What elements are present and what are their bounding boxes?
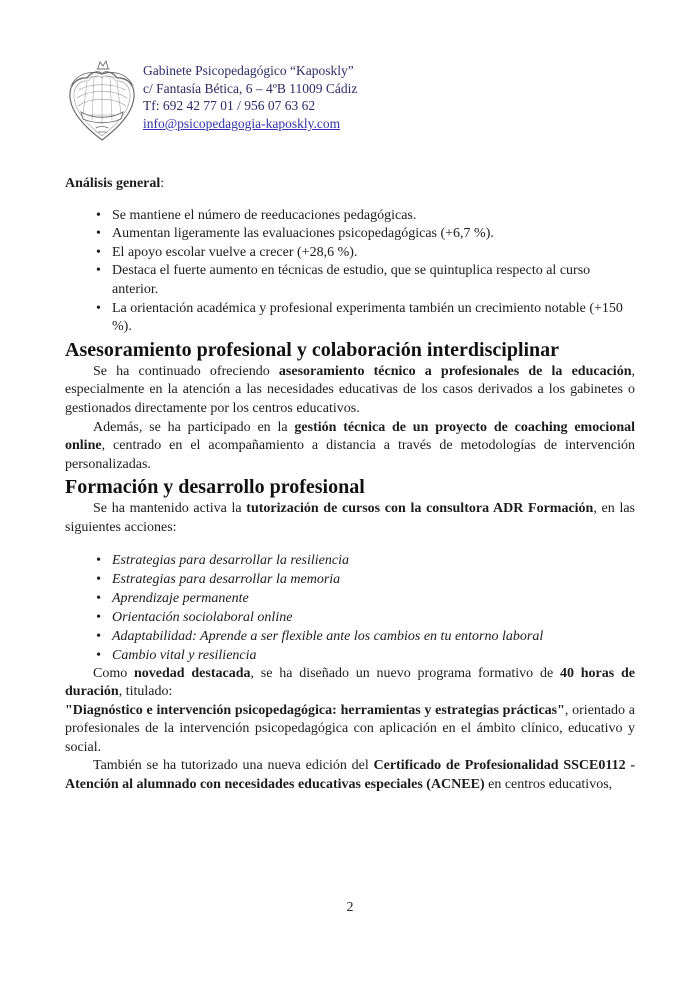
list-item: • Estrategias para desarrollar la resiliencia bbox=[65, 551, 635, 570]
list-item: • La orientación académica y profesional experimenta también un crecimiento notable (+150 %). bbox=[65, 300, 635, 337]
page-number: 2 bbox=[346, 900, 354, 915]
text-run: , especialmente en la atención a las necesidades educativas de los casos derivados a los gabinetes o gestionados directamente por los centros educativos. bbox=[65, 363, 635, 416]
text-run: , centrado en el acompañamiento a distancia a través de metodologías de intervención personalizadas. bbox=[65, 438, 635, 472]
list-item: • Destaca el fuerte aumento en técnicas de estudio, que se quintuplica respecto al curso anterior. bbox=[65, 262, 635, 299]
org-logo bbox=[62, 58, 142, 146]
text-run: , se ha diseñado un nuevo programa formativo de bbox=[250, 665, 560, 681]
paragraph bbox=[65, 419, 635, 475]
text-run: También se ha tutorizado una nueva edición del bbox=[93, 758, 374, 774]
text-run-bold: gestión técnica de un proyecto de coaching emocional online bbox=[65, 419, 636, 454]
document-body bbox=[65, 175, 635, 795]
letterhead bbox=[62, 58, 357, 146]
org-address: c/ Fantasía Bética, 6 – 4ºB 11009 Cádiz bbox=[143, 80, 358, 96]
analisis-title bbox=[65, 175, 635, 194]
paragraph bbox=[65, 702, 635, 758]
text-run: en centros educativos, bbox=[484, 777, 613, 793]
section-heading-formacion: Formación y desarrollo profesional bbox=[65, 476, 365, 499]
paragraph bbox=[65, 665, 635, 702]
letterhead-contact-block bbox=[143, 58, 357, 132]
paragraph bbox=[65, 757, 635, 794]
section-heading-asesoramiento: Asesoramiento profesional y colaboración interdisciplinar bbox=[65, 338, 560, 361]
text-run-bold: "Diagnóstico e intervención psicopedagógica: herramientas y estrategias prácticas" bbox=[65, 702, 565, 718]
text-run: , en las siguientes acciones: bbox=[65, 501, 635, 535]
list-item: • Cambio vital y resiliencia bbox=[65, 646, 635, 665]
org-name: Gabinete Psicopedagógico “Kaposkly” bbox=[143, 63, 354, 78]
text-run-bold: 40 horas de duración bbox=[65, 665, 635, 700]
list-item: • Orientación sociolaboral online bbox=[65, 608, 635, 627]
crest-logo-icon bbox=[62, 58, 142, 146]
text-run: Se ha continuado ofreciendo bbox=[93, 363, 279, 379]
text-run-bold: novedad destacada bbox=[134, 665, 251, 681]
list-item: • Se mantiene el número de reeducaciones pedagógicas. bbox=[65, 207, 635, 226]
analisis-title-colon: : bbox=[160, 176, 165, 191]
paragraph bbox=[65, 500, 635, 537]
text-run: Se ha mantenido activa la bbox=[93, 501, 247, 517]
list-item: • Aumentan ligeramente las evaluaciones psicopedagógicas (+6,7 %). bbox=[65, 225, 635, 244]
list-item: • Aprendizaje permanente bbox=[65, 589, 635, 608]
email-link[interactable]: info@psicopedagogia-kaposkly.com bbox=[143, 115, 341, 131]
analisis-bullet-list bbox=[65, 207, 635, 337]
text-run: Como bbox=[93, 665, 135, 681]
list-item: • El apoyo escolar vuelve a crecer (+28,6 %). bbox=[65, 244, 635, 263]
org-phone: Tf: 692 42 77 01 / 956 07 63 62 bbox=[143, 98, 316, 114]
text-run-bold: Certificado de Profesionalidad SSCE0112 - Atención al alumnado con necesidades educativas especiales (ACNEE) bbox=[65, 758, 635, 793]
list-item: • Estrategias para desarrollar la memoria bbox=[65, 570, 635, 589]
text-run: , orientado a profesionales de la intervención psicopedagógica con aplicación en el ámbito clínico, educativo y social. bbox=[65, 702, 635, 755]
courses-bullet-list bbox=[65, 551, 635, 665]
text-run-bold: tutorización de cursos con la consultora ADR Formación bbox=[246, 501, 594, 517]
text-run-bold: asesoramiento técnico a profesionales de la educación bbox=[278, 363, 632, 379]
list-item: • Adaptabilidad: Aprende a ser flexible ante los cambios en tu entorno laboral bbox=[65, 627, 635, 646]
text-run: Además, se ha participado en la bbox=[93, 419, 295, 435]
analisis-title-text: Análisis general bbox=[65, 176, 161, 191]
paragraph bbox=[65, 363, 635, 419]
text-run: , titulado: bbox=[118, 684, 173, 700]
